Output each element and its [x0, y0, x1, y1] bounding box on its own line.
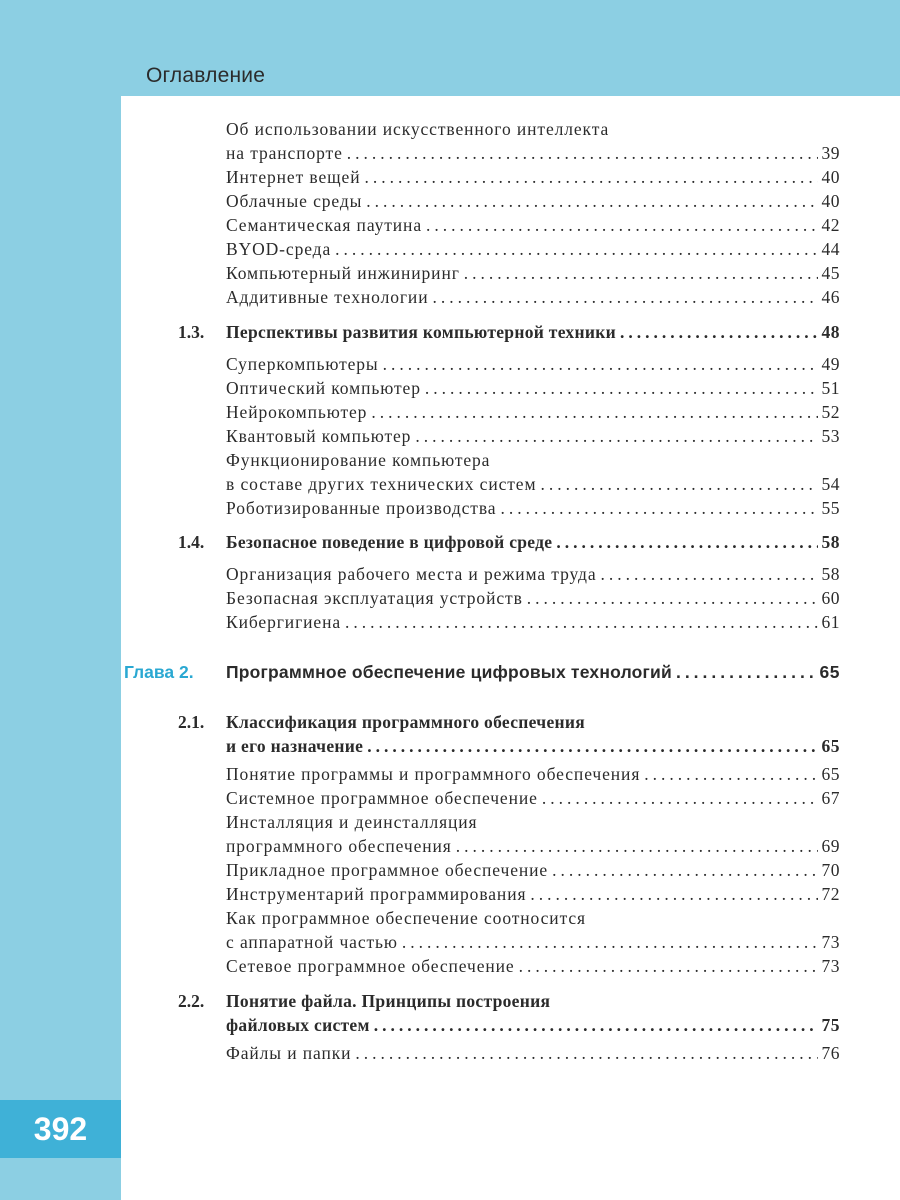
toc-entry-page: 65	[821, 764, 840, 784]
toc-entry	[226, 141, 840, 165]
toc-entry-page: 73	[821, 956, 840, 976]
toc-entry	[226, 610, 840, 634]
leader-dots	[335, 237, 817, 261]
toc-section-title: Безопасное поведение в цифровой среде	[226, 532, 553, 552]
leader-dots	[500, 496, 817, 520]
toc-entry	[226, 400, 840, 424]
toc-section-title: и его назначение	[226, 736, 364, 756]
chapter-number: Глава 2.	[124, 662, 194, 682]
leader-dots	[530, 882, 817, 906]
leader-dots	[456, 834, 818, 858]
toc-entry	[226, 472, 840, 496]
leader-dots	[556, 530, 817, 554]
toc-section	[226, 1013, 840, 1037]
toc-entry-title: программного обеспечения	[226, 836, 452, 856]
toc-entry-title: BYOD-среда	[226, 239, 332, 259]
toc-entry-page: 55	[821, 498, 840, 518]
page-number: 392	[0, 1100, 121, 1158]
leader-dots	[552, 858, 817, 882]
leader-dots	[367, 734, 817, 758]
toc-entry-title: Нейрокомпьютер	[226, 402, 368, 422]
toc-entry-page: 60	[821, 588, 840, 608]
toc-entry-page: 40	[821, 191, 840, 211]
leader-dots	[345, 610, 817, 634]
running-header: Оглавление	[146, 64, 266, 87]
leader-dots	[601, 562, 818, 586]
section-number: 2.2.	[178, 991, 205, 1011]
toc-entry	[226, 237, 840, 261]
toc-entry-title: Квантовый компьютер	[226, 426, 412, 446]
toc-entry-title: Системное программное обеспечение	[226, 788, 538, 808]
toc-entry-page: 44	[821, 239, 840, 259]
toc-section-page: 48	[821, 322, 840, 342]
leader-dots	[383, 352, 818, 376]
toc-section-title: файловых систем	[226, 1015, 370, 1035]
toc-entry-title: Облачные среды	[226, 191, 363, 211]
toc-entry-page: 39	[821, 143, 840, 163]
leader-dots	[425, 376, 818, 400]
leader-dots	[519, 954, 818, 978]
toc-entry-line: Об использовании искусственного интеллекта	[226, 119, 610, 139]
toc-entry-page: 69	[821, 836, 840, 856]
leader-dots	[620, 320, 817, 344]
toc-entry	[226, 858, 840, 882]
toc-entry-title: Семантическая паутина	[226, 215, 422, 235]
toc-entry-line: Как программное обеспечение соотносится	[226, 908, 586, 928]
toc-entry-page: 52	[821, 402, 840, 422]
toc-chapter	[226, 660, 840, 684]
toc-section-page: 58	[821, 532, 840, 552]
toc-entry-page: 40	[821, 167, 840, 187]
toc-entry	[226, 352, 840, 376]
toc-section	[226, 734, 840, 758]
toc-section-page: 75	[821, 1015, 840, 1035]
toc-entry-line: Функционирование компьютера	[226, 450, 491, 470]
toc-entry	[226, 285, 840, 309]
toc-entry-title: Инструментарий программирования	[226, 884, 527, 904]
toc-section-line: Понятие файла. Принципы построения	[226, 991, 551, 1011]
leader-dots	[366, 189, 817, 213]
toc-entry	[226, 562, 840, 586]
leader-dots	[374, 1013, 818, 1037]
toc-entry	[226, 165, 840, 189]
toc-entry	[226, 786, 840, 810]
toc-entry-page: 46	[821, 287, 840, 307]
toc-entry-title: Организация рабочего места и режима труда	[226, 564, 597, 584]
toc-entry-page: 53	[821, 426, 840, 446]
toc-entry-page: 76	[821, 1043, 840, 1063]
toc-entry-title: Суперкомпьютеры	[226, 354, 379, 374]
leader-dots	[644, 762, 817, 786]
toc-entry-title: Понятие программы и программного обеспечения	[226, 764, 641, 784]
toc-entry-title: Интернет вещей	[226, 167, 361, 187]
leader-dots	[464, 261, 818, 285]
toc-entry-page: 45	[821, 263, 840, 283]
toc-section-title: Перспективы развития компьютерной техники	[226, 322, 617, 342]
toc-entry-page: 51	[821, 378, 840, 398]
toc-chapter-title: Программное обеспечение цифровых технологий	[226, 662, 672, 682]
toc-entry-title: Прикладное программное обеспечение	[226, 860, 549, 880]
toc-entry-title: с аппаратной частью	[226, 932, 398, 952]
toc-entry-title: Кибергигиена	[226, 612, 342, 632]
toc-entry-page: 54	[821, 474, 840, 494]
leader-dots	[371, 400, 817, 424]
section-number: 1.4.	[178, 532, 205, 552]
toc-entry	[226, 189, 840, 213]
toc-entry-page: 42	[821, 215, 840, 235]
section-number: 1.3.	[178, 322, 205, 342]
toc-entry-page: 72	[821, 884, 840, 904]
toc-chapter-page: 65	[819, 662, 840, 682]
toc-section	[226, 320, 840, 344]
leader-dots	[364, 165, 817, 189]
leader-dots	[432, 285, 817, 309]
toc-entry	[226, 496, 840, 520]
toc-entry	[226, 261, 840, 285]
toc-entry-page: 73	[821, 932, 840, 952]
toc-entry-title: Аддитивные технологии	[226, 287, 429, 307]
toc-entry-page: 70	[821, 860, 840, 880]
toc-entry-page: 49	[821, 354, 840, 374]
toc-entry	[226, 882, 840, 906]
toc-entry-title: Сетевое программное обеспечение	[226, 956, 515, 976]
toc-entry-title: Файлы и папки	[226, 1043, 352, 1063]
toc-section-page: 65	[821, 736, 840, 756]
leader-dots	[415, 424, 817, 448]
toc-entry	[226, 954, 840, 978]
toc-entry	[226, 834, 840, 858]
toc-entry	[226, 586, 840, 610]
toc-entry	[226, 762, 840, 786]
leader-dots	[426, 213, 818, 237]
toc-section-line: Классификация программного обеспечения	[226, 712, 586, 732]
toc-entry	[226, 213, 840, 237]
toc-entry-page: 61	[821, 612, 840, 632]
toc-entry	[226, 376, 840, 400]
toc-entry-line: Инсталляция и деинсталляция	[226, 812, 478, 832]
section-number: 2.1.	[178, 712, 205, 732]
toc-entry-page: 58	[821, 564, 840, 584]
leader-dots	[355, 1041, 817, 1065]
toc-entry-title: на транспорте	[226, 143, 343, 163]
toc-entry-title: Роботизированные производства	[226, 498, 497, 518]
leader-dots	[676, 660, 816, 684]
toc-entry-title: в составе других технических систем	[226, 474, 537, 494]
leader-dots	[527, 586, 818, 610]
toc-entry-title: Компьютерный инжиниринг	[226, 263, 460, 283]
toc-section	[226, 530, 840, 554]
toc-entry	[226, 1041, 840, 1065]
toc-entry-title: Безопасная эксплуатация устройств	[226, 588, 523, 608]
leader-dots	[540, 472, 817, 496]
leader-dots	[542, 786, 818, 810]
toc-entry-page: 67	[821, 788, 840, 808]
toc-entry-title: Оптический компьютер	[226, 378, 421, 398]
leader-dots	[347, 141, 818, 165]
leader-dots	[402, 930, 818, 954]
toc-entry	[226, 930, 840, 954]
toc-entry	[226, 424, 840, 448]
